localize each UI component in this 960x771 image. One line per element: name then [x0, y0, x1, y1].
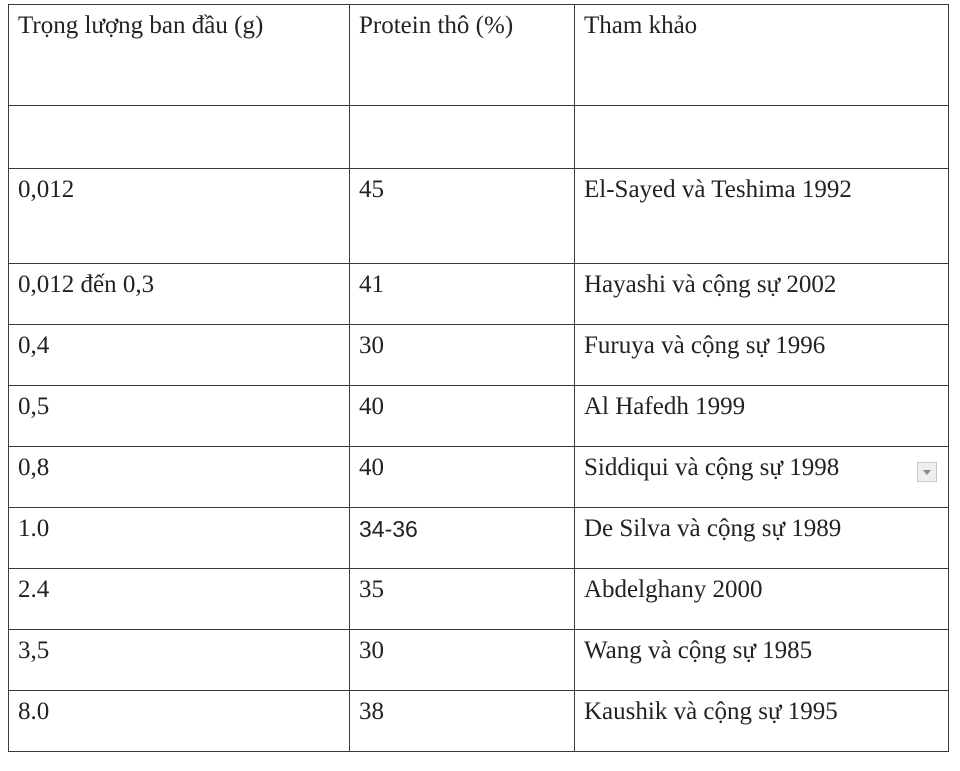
table-row: [9, 169, 949, 264]
cell-reference: Al Hafedh 1999: [575, 386, 949, 447]
cell-dropdown-icon[interactable]: [917, 462, 937, 482]
cell-protein: 40: [350, 386, 575, 447]
cell-reference: De Silva và cộng sự 1989: [575, 508, 949, 569]
cell-weight: 0,5: [9, 386, 350, 447]
table-row: [9, 447, 949, 508]
cell-protein: 38: [350, 691, 575, 752]
cell-protein: 35: [350, 569, 575, 630]
table-row: [9, 569, 949, 630]
header-reference: Tham khảo: [575, 5, 949, 106]
cell-protein: 30: [350, 325, 575, 386]
cell-reference: [575, 106, 949, 169]
cell-weight: 0,012: [9, 169, 350, 264]
table-row: [9, 325, 949, 386]
cell-weight: 8.0: [9, 691, 350, 752]
cell-reference: Hayashi và cộng sự 2002: [575, 264, 949, 325]
cell-weight: [9, 106, 350, 169]
table-row: [9, 106, 949, 169]
data-table: [8, 4, 949, 752]
table-header-row: [9, 5, 949, 106]
table-row: [9, 691, 949, 752]
table-row: [9, 386, 949, 447]
cell-reference: Siddiqui và cộng sự 1998: [575, 447, 949, 508]
cell-protein: 30: [350, 630, 575, 691]
cell-weight: 0,4: [9, 325, 350, 386]
cell-protein: 41: [350, 264, 575, 325]
table-row: [9, 508, 949, 569]
header-protein: Protein thô (%): [350, 5, 575, 106]
cell-protein: 34-36: [350, 508, 575, 569]
cell-protein: [350, 106, 575, 169]
cell-weight: 0,012 đến 0,3: [9, 264, 350, 325]
cell-reference: Abdelghany 2000: [575, 569, 949, 630]
header-weight: Trọng lượng ban đầu (g): [9, 5, 350, 106]
cell-protein: 40: [350, 447, 575, 508]
table-row: [9, 264, 949, 325]
cell-weight: 0,8: [9, 447, 350, 508]
cell-reference: Furuya và cộng sự 1996: [575, 325, 949, 386]
cell-protein: 45: [350, 169, 575, 264]
cell-weight: 2.4: [9, 569, 350, 630]
cell-reference: Wang và cộng sự 1985: [575, 630, 949, 691]
cell-weight: 3,5: [9, 630, 350, 691]
cell-reference: Kaushik và cộng sự 1995: [575, 691, 949, 752]
cell-weight: 1.0: [9, 508, 350, 569]
cell-reference: El-Sayed và Teshima 1992: [575, 169, 949, 264]
table-row: [9, 630, 949, 691]
